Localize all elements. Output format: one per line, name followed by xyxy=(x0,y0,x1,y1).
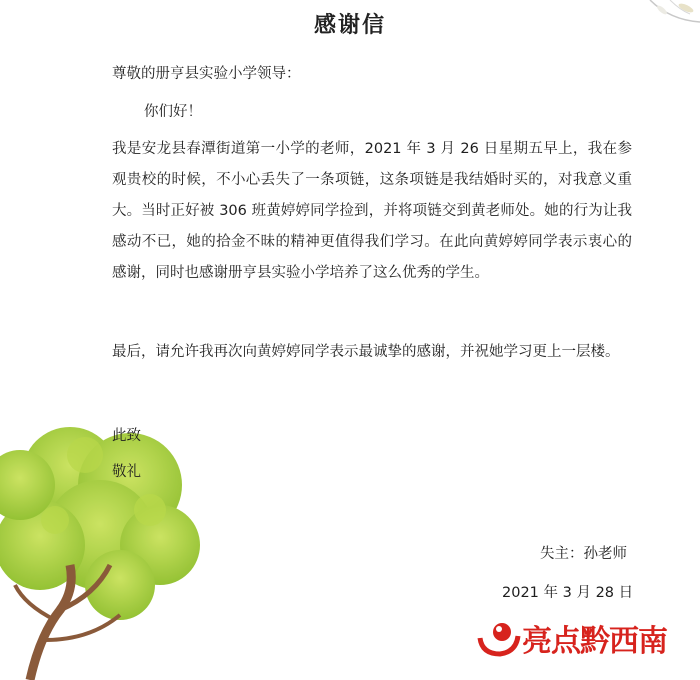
letter-date: 2021 年 3 月 28 日 xyxy=(502,585,634,601)
paragraph-1: 我是安龙县春潭街道第一小学的老师，2021 年 3 月 26 日星期五早上，我在参观贵校的时候，不小心丢失了一条项链，这条项链是我结婚时买的，对我意义重大。当时正好被 306 班黄婷婷同学捡到，并将项链交到黄老师处。她的行为让我感动不已，她的拾金不昧的精神更值得我们学习。在此向黄婷婷同学表示衷心的感谢，同时也感谢册亨县实验小学培养了这么优秀的学生。 xyxy=(112,141,632,281)
logo-text: 亮点黔西南 xyxy=(522,624,667,659)
signer: 失主：孙老师 xyxy=(540,546,627,562)
watermark-logo xyxy=(472,612,697,658)
paragraph-2: 最后，请允许我再次向黄婷婷同学表示最诚挚的感谢，并祝她学习更上一层楼。 xyxy=(112,344,620,360)
closing-salutation: 此致 xyxy=(112,428,141,444)
greeting: 你们好！ xyxy=(144,104,202,120)
logo-swirl-icon xyxy=(474,612,522,658)
letter-title: 感谢信 xyxy=(313,13,386,38)
salutation: 尊敬的册亨县实验小学领导： xyxy=(112,66,301,82)
closing-regards: 敬礼 xyxy=(112,464,141,480)
tree-illustration-icon xyxy=(0,415,240,680)
